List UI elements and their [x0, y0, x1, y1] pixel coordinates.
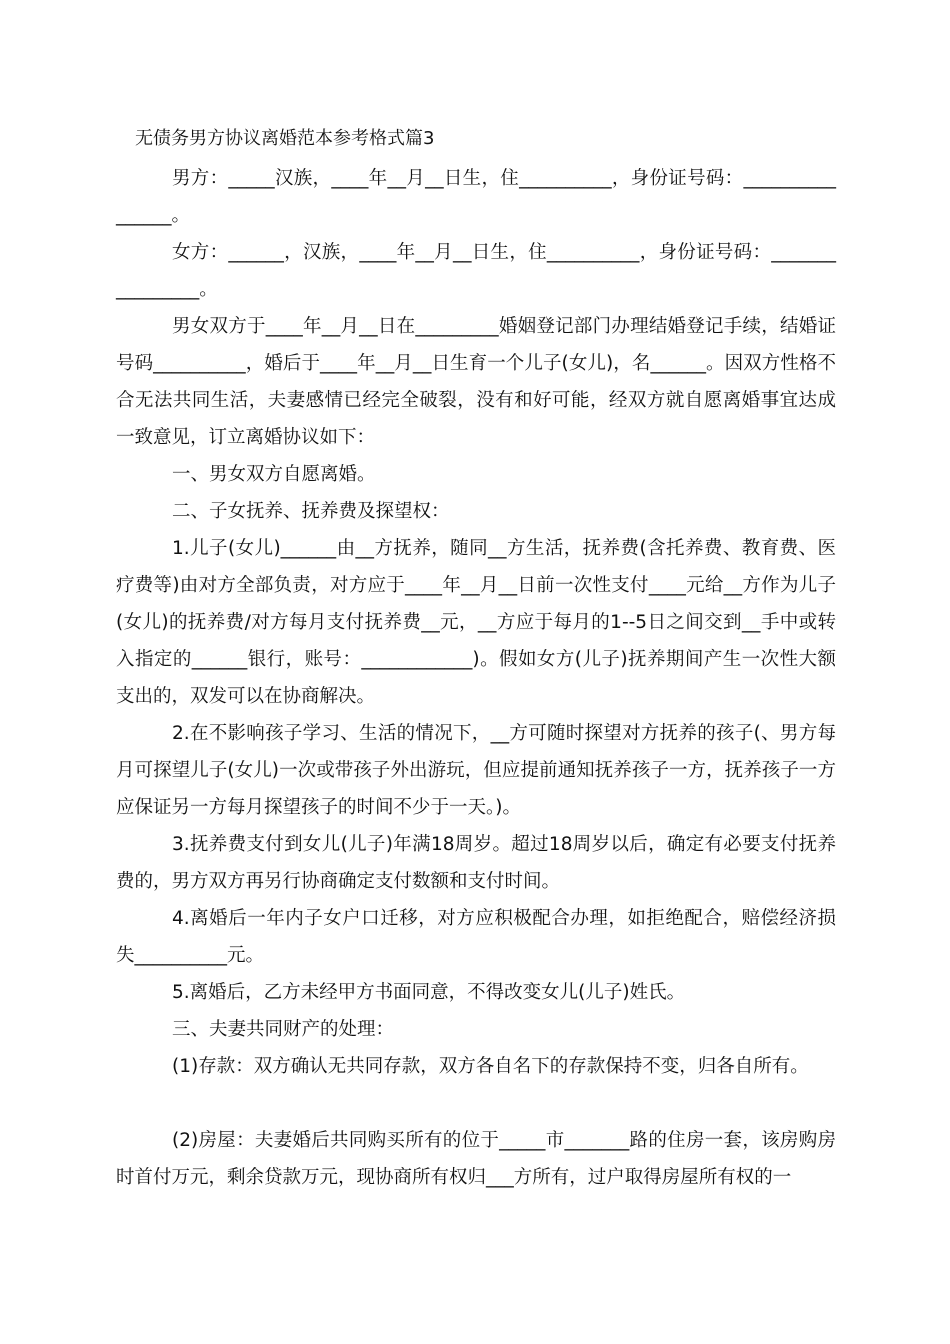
clause-3-item-2: (2)房屋：夫妻婚后共同购买所有的位于_____市_______路的住房一套，该房购房时首付万元，剩余贷款万元，现协商所有权归___方所有，过户取得房屋所有权的一: [116, 1130, 836, 1188]
document-body: [116, 160, 836, 1196]
clause-2-heading: 二、子女抚养、抚养费及探望权：: [172, 501, 450, 522]
clause-2-item-5: 5.离婚后，乙方未经甲方书面同意，不得改变女儿(儿子)姓氏。: [172, 982, 686, 1003]
clause-2-item-1: 1.儿子(女儿)______由__方抚养，随同__方生活，抚养费(含托养费、教育费、医疗费等)由对方全部负责，对方应于____年__月__日前一次性支付____元给__方作为儿子(女儿)的抚养费/对方每月支付抚养费__元，__方应于每月的1--5日之间交到__手中或转入指定的______银行，账号：____________)。假如女方(儿子)抚养期间产生一次性大额支出的，双发可以在协商解决。: [116, 538, 836, 707]
clause-2-item-2: 2.在不影响孩子学习、生活的情况下，__方可随时探望对方抚养的孩子(、男方每月可探望儿子(女儿)一次或带孩子外出游玩，但应提前通知抚养孩子一方，抚养孩子一方应保证另一方每月探望孩子的时间不少于一天。)。: [116, 723, 836, 818]
paragraph-preamble: 男女双方于____年__月__日在_________婚姻登记部门办理结婚登记手续，结婚证号码__________，婚后于____年__月__日生育一个儿子(女儿)，名______。因双方性格不合无法共同生活，夫妻感情已经完全破裂，没有和好可能，经双方就自愿离婚事宜达成一致意见，订立离婚协议如下：: [116, 316, 836, 448]
paragraph-male-party: 男方：_____汉族，____年__月__日生，住__________，身份证号码：________________。: [116, 168, 836, 226]
clause-2-item-3: 3.抚养费支付到女儿(儿子)年满18周岁。超过18周岁以后，确定有必要支付抚养费的，男方双方再另行协商确定支付数额和支付时间。: [116, 834, 836, 892]
clause-3-item-1: (1)存款：双方确认无共同存款，双方各自名下的存款保持不变，归各自所有。: [172, 1056, 809, 1077]
clause-1: 一、男女双方自愿离婚。: [172, 464, 376, 485]
clause-2-item-4: 4.离婚后一年内子女户口迁移，对方应积极配合办理，如拒绝配合，赔偿经济损失__________元。: [116, 908, 836, 966]
document-title: 无债务男方协议离婚范本参考格式篇3: [135, 128, 435, 149]
clause-3-heading: 三、夫妻共同财产的处理：: [172, 1019, 395, 1040]
paragraph-spacer: [116, 1085, 836, 1122]
paragraph-female-party: 女方：______，汉族，____年__月__日生，住__________，身份证号码：________________。: [116, 242, 836, 300]
